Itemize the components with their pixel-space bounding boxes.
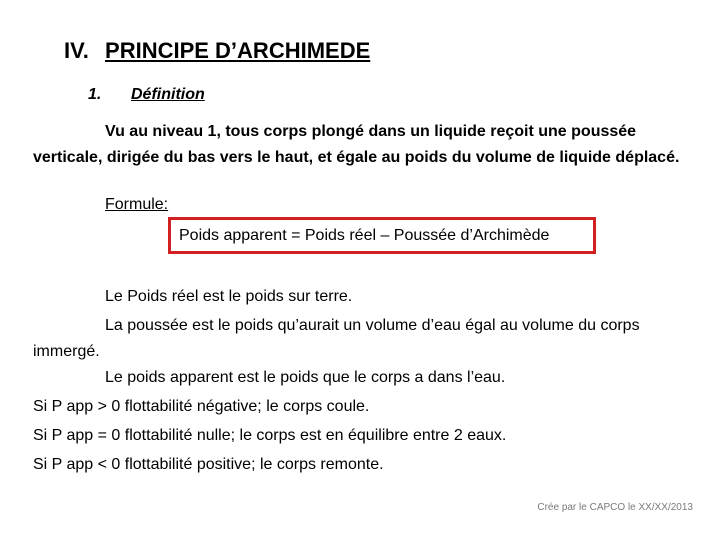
section-title [64, 38, 370, 64]
body-line-poussee: La poussée est le poids qu’aurait un volume d’eau égal au volume du corps immergé. [33, 317, 640, 360]
body-line-flottabilite-nulle: Si P app = 0 flottabilité nulle; le corps est en équilibre entre 2 eaux. [33, 427, 507, 444]
footer-credit: Crée par le CAPCO le XX/XX/2013 [537, 502, 693, 513]
definition-paragraph: Vu au niveau 1, tous corps plongé dans un liquide reçoit une poussée verticale, dirigée du bas vers le haut, et égale au poids du volume de liquide déplacé. [33, 123, 680, 166]
formula-text: Poids apparent = Poids réel – Poussée d’Archimède [179, 226, 550, 244]
subsection-number: 1. [88, 86, 102, 103]
section-title-text: PRINCIPE D’ARCHIMEDE [105, 38, 371, 63]
formula-label: Formule: [105, 196, 169, 213]
subsection-label: Définition [131, 86, 205, 103]
body-line-poids-reel: Le Poids réel est le poids sur terre. [105, 288, 353, 305]
formula-box [168, 217, 596, 254]
section-number: IV. [64, 38, 89, 63]
body-line-poids-apparent: Le poids apparent est le poids que le corps a dans l’eau. [105, 369, 506, 386]
body-line-flottabilite-positive: Si P app < 0 flottabilité positive; le corps remonte. [33, 456, 384, 473]
body-line-flottabilite-negative: Si P app > 0 flottabilité négative; le corps coule. [33, 398, 370, 415]
